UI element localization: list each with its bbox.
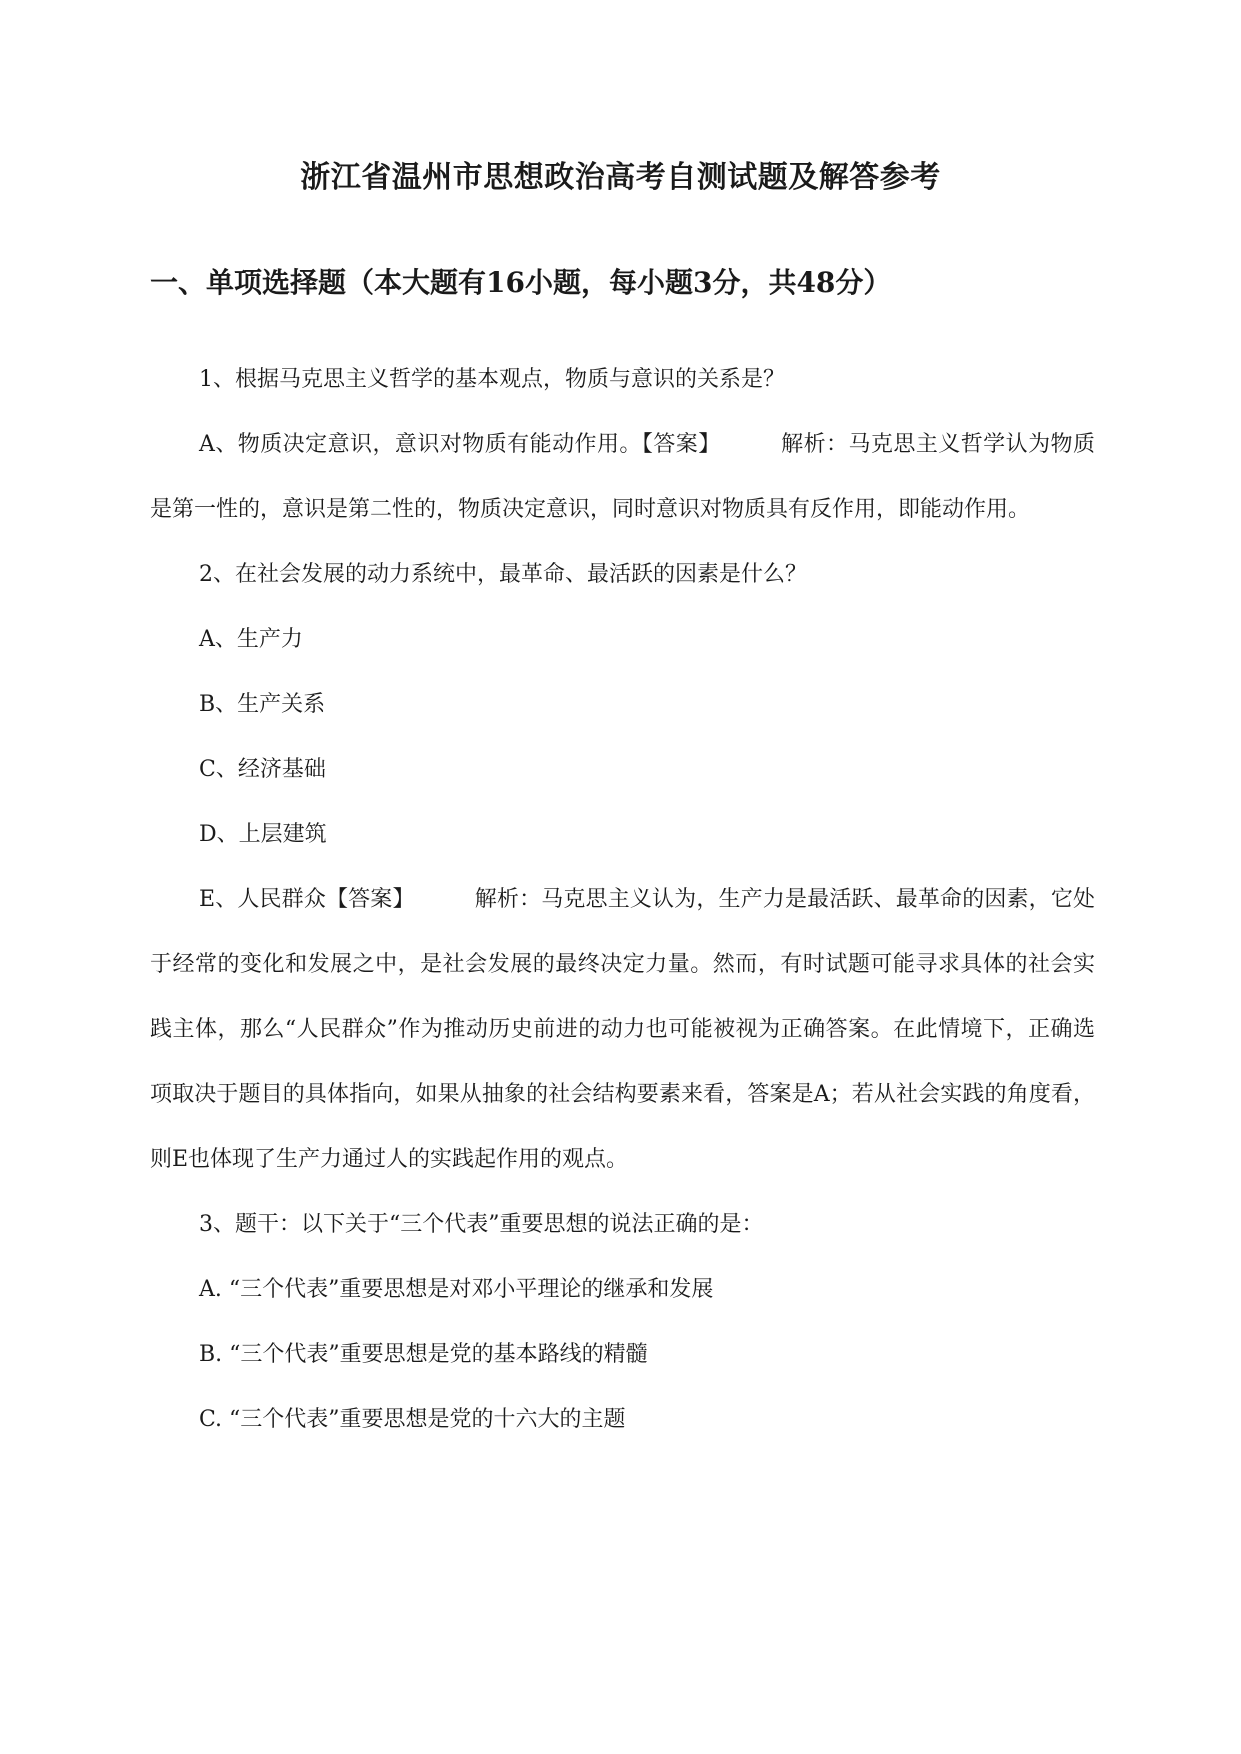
- question-3-option-c: C. “三个代表”重要思想是党的十六大的主题: [199, 1407, 626, 1432]
- question-2-analysis: 解析：马克思主义认为，生产力是最活跃、最革命的因素，它处于经常的变化和发展之中，是社会发展的最终决定力量。然而，有时试题可能寻求具体的社会实践主体，那么“人民群众”作为推动历史前进的动力也可能被视为正确答案。在此情境下，正确选项取决于题目的具体指向，如果从抽象的社会结构要素来看，答案是A；若从社会实践的角度看，则E也体现了生产力通过人的实践起作用的观点。: [150, 887, 1095, 1172]
- question-2-option-b: B、生产关系: [199, 692, 326, 717]
- section-heading: 一、单项选择题（本大题有16小题，每小题3分，共48分）: [150, 266, 892, 299]
- question-1-analysis: 解析：马克思主义哲学认为物质是第一性的，意识是第二性的，物质决定意识，同时意识对物质具有反作用，即能动作用。: [150, 432, 1095, 522]
- question-1-answer-block: [150, 412, 1095, 542]
- question-3-stem: 3、题干：以下关于“三个代表”重要思想的说法正确的是：: [199, 1212, 764, 1237]
- question-3-option-a: A. “三个代表”重要思想是对邓小平理论的继承和发展: [199, 1277, 714, 1302]
- question-2-option-c: C、经济基础: [199, 757, 326, 782]
- question-2-option-e: E、人民群众【答案】: [199, 887, 415, 912]
- question-2-option-d: D、上层建筑: [199, 822, 327, 847]
- question-2-stem: 2、在社会发展的动力系统中，最革命、最活跃的因素是什么？: [199, 562, 807, 587]
- question-2-option-a: A、生产力: [199, 627, 303, 652]
- question-2-answer-block: [150, 867, 1095, 1192]
- question-3-option-b: B. “三个代表”重要思想是党的基本路线的精髓: [199, 1342, 648, 1367]
- document-body: [150, 347, 1095, 1452]
- question-1-stem: 1、根据马克思主义哲学的基本观点，物质与意识的关系是？: [199, 367, 785, 392]
- question-1-option-a: A、物质决定意识，意识对物质有能动作用。【答案】: [199, 432, 721, 457]
- document-title: 浙江省温州市思想政治高考自测试题及解答参考: [300, 160, 941, 195]
